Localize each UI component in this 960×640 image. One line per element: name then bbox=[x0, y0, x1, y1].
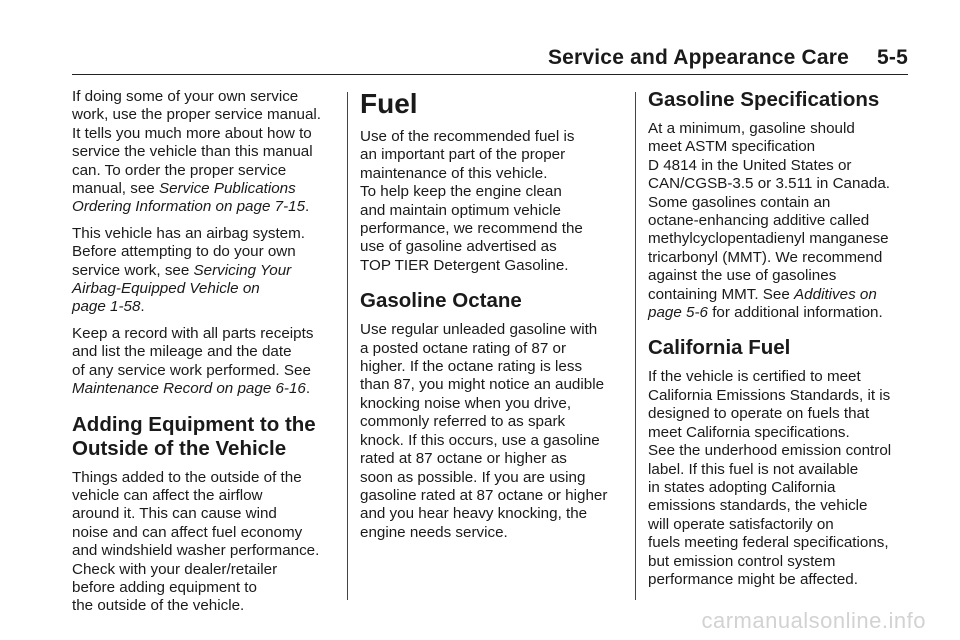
header-rule bbox=[72, 74, 908, 75]
page-number: 5-5 bbox=[877, 46, 908, 69]
column-2 bbox=[360, 88, 624, 550]
watermark: carmanualsonline.info bbox=[701, 608, 926, 633]
link-additives-page[interactable]: page 5-6 bbox=[648, 304, 708, 322]
paragraph-gasoline-octane: Use regular unleaded gasoline with a posted octane rating of 87 or higher. If the octane rating is less than 87, you might notice an audible knocking noise when you drive, commonly referred to as spark knock. If this occurs, use a gasoline rated at 87 octane or higher as soon as possible. If you are using gasoline rated at 87 octane or higher and you hear heavy knocking, the engine needs service. bbox=[360, 321, 608, 541]
paragraph-adding-equipment: Things added to the outside of the vehicle can affect the airflow around it. This can cause wind noise and can affect fuel economy and windshield washer performance. Check with your dealer/retailer before adding equipment to the outside of the vehicle. bbox=[72, 468, 320, 615]
column-divider bbox=[635, 92, 636, 600]
paragraph-fuel: Use of the recommended fuel is an important part of the proper maintenance of this vehicle. To help keep the engine clean and maintain optimum vehicle performance, we recommend the use of gasoline advertised as TOP TIER Detergent Gasoline. bbox=[360, 128, 583, 274]
link-maintenance-record[interactable]: Maintenance Record on page 6-16 bbox=[72, 380, 306, 398]
page-header bbox=[548, 46, 908, 70]
paragraph-airbag: This vehicle has an airbag system. Before attempting to do your own service work, see Servicing Your Airbag-Equipped Vehicle on page 1-58. bbox=[72, 224, 305, 316]
section-title: Service and Appearance Care bbox=[547, 46, 850, 69]
heading-fuel: Fuel bbox=[360, 88, 418, 119]
link-servicing-airbag-cont[interactable]: Airbag-Equipped Vehicle on bbox=[72, 280, 260, 298]
heading-gasoline-octane: Gasoline Octane bbox=[360, 289, 522, 313]
link-servicing-airbag-page[interactable]: page 1-58 bbox=[72, 298, 141, 316]
paragraph-service-manual: If doing some of your own service work, use the proper service manual. It tells you much more about how to service the vehicle than this manual can. To order the proper service manual, see Service Publications Ordering Information on page 7-15. bbox=[72, 88, 322, 216]
heading-gasoline-specifications: Gasoline Specifications bbox=[648, 88, 880, 111]
paragraph-records: Keep a record with all parts receipts and list the mileage and the date of any service work performed. See Maintenance Record on page 6-16. bbox=[72, 324, 314, 398]
heading-adding-equipment: Adding Equipment to the Outside of the Vehicle bbox=[72, 412, 316, 460]
column-3 bbox=[648, 88, 916, 597]
column-1 bbox=[72, 88, 338, 624]
paragraph-gasoline-specifications: At a minimum, gasoline should meet ASTM specification D 4814 in the United States or CAN/CGSB-3.5 or 3.511 in Canada. Some gasolines contain an octane-enhancing additive called methylcyclopentadienyl manganese tricarbonyl (MMT). We recommend against the use of gasolines containing MMT. See Additives on page 5-6 for additional information. bbox=[648, 120, 890, 322]
link-service-publications-cont[interactable]: Ordering Information on page 7-15 bbox=[72, 198, 306, 216]
paragraph-california-fuel: If the vehicle is certified to meet California Emissions Standards, it is designed to operate on fuels that meet California specifications. See the underhood emission control label. If this fuel is not available in states adopting California emissions standards, the vehicle will operate satisfactorily on fuels meeting federal specifications, but emission control system performance might be affected. bbox=[648, 368, 892, 588]
link-additives[interactable]: Additives on bbox=[794, 285, 877, 303]
link-servicing-airbag[interactable]: Servicing Your bbox=[193, 261, 292, 279]
link-service-publications[interactable]: Service Publications bbox=[158, 180, 296, 198]
heading-california-fuel: California Fuel bbox=[648, 336, 791, 360]
column-divider bbox=[347, 92, 348, 600]
